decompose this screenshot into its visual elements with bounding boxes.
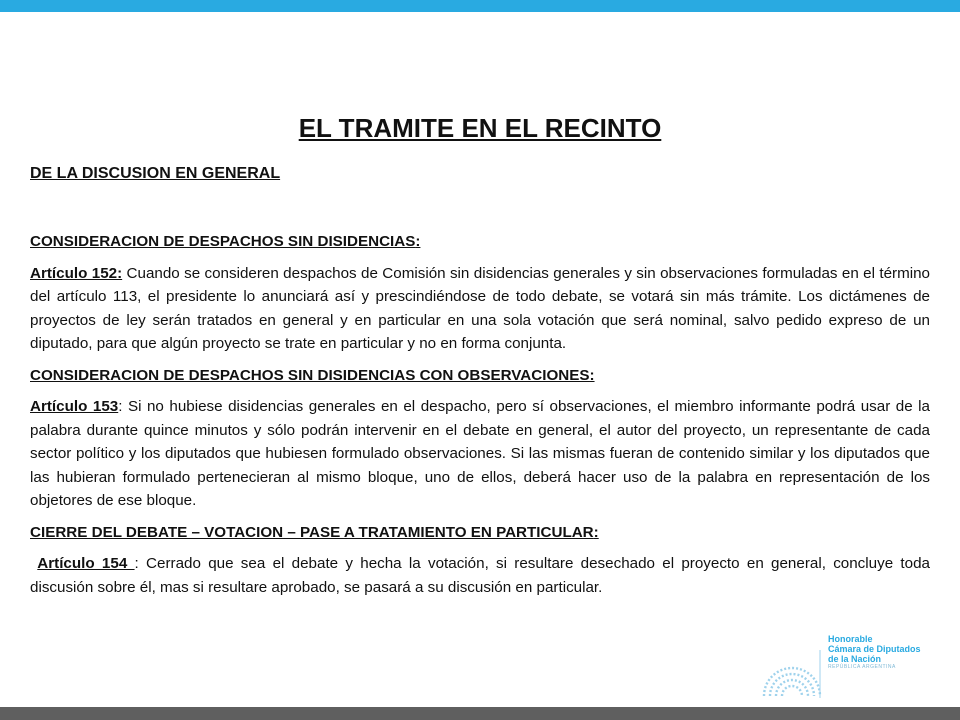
document-body	[30, 230, 930, 607]
article-text: Cerrado que sea el debate y hecha la votación, si resultare desechado el proyecto en general, concluye toda discusión sobre él, mas si resultare aprobado, se pasará a su discusión en particular.	[30, 555, 930, 596]
bottom-footer-bar	[0, 707, 960, 720]
section-subtitle: DE LA DISCUSION EN GENERAL	[30, 165, 281, 182]
article-label: Artículo 153	[30, 398, 119, 415]
logo-line: de la Nación	[828, 654, 882, 664]
article-separator: :	[134, 555, 147, 572]
section-heading-text: CONSIDERACION DE DESPACHOS SIN DISIDENCIAS	[30, 233, 416, 250]
article-paragraph	[30, 552, 930, 599]
heading-colon: :	[593, 523, 599, 541]
logo-line: Cámara de Diputados	[828, 644, 921, 654]
logo-text	[828, 634, 930, 671]
article-label: Artículo 152:	[30, 264, 123, 282]
article-text: Si no hubiese disidencias generales en el despacho, pero sí observaciones, el miembro informante podrá usar de la palabra durante quince minutos y sólo podrán intervenir en el debate en general, el autor del proyecto, un representante de cada sector político y los diputados que hubiesen formulado observaciones. Si las mismas fueran de contenido similar y los diputados que las hubieran formulado pertenecieran al mismo bloque, uno de ellos, deberá hacer uso de la palabra en representación de los objetores de ese bloque.	[30, 398, 930, 509]
article-separator: :	[118, 398, 128, 415]
congress-dome-icon	[760, 630, 824, 700]
section-heading-text: CIERRE DEL DEBATE – VOTACION – PASE A TRATAMIENTO EN PARTICULAR	[30, 523, 594, 541]
section-heading	[30, 230, 930, 254]
section-heading	[30, 521, 930, 545]
section-heading-text: CONSIDERACION DE DESPACHOS SIN DISIDENCIAS CON OBSERVACIONES	[30, 366, 590, 384]
page-title: EL TRAMITE EN EL RECINTO	[298, 113, 662, 143]
section-heading	[30, 364, 930, 388]
heading-colon: :	[589, 366, 595, 384]
article-paragraph	[30, 395, 930, 513]
heading-colon: :	[415, 233, 421, 250]
top-accent-bar	[0, 0, 960, 12]
logo-line: Honorable	[828, 634, 873, 644]
camara-diputados-logo	[760, 630, 930, 702]
article-text: Cuando se consideren despachos de Comisión sin disidencias generales y sin observaciones formuladas en el término del artículo 113, el presidente lo anunciará así y prescindiéndose de todo debate, se votará sin más trámite. Los dictámenes de proyectos de ley serán tratados en general y en particular en una sola votación que será nominal, salvo pedido expreso de un diputado, para que algún proyecto se trate en particular y no en forma conjunta.	[30, 264, 930, 352]
logo-subline: REPÚBLICA ARGENTINA	[828, 664, 896, 670]
article-paragraph	[30, 262, 930, 356]
article-label: Artículo 154	[37, 555, 135, 572]
